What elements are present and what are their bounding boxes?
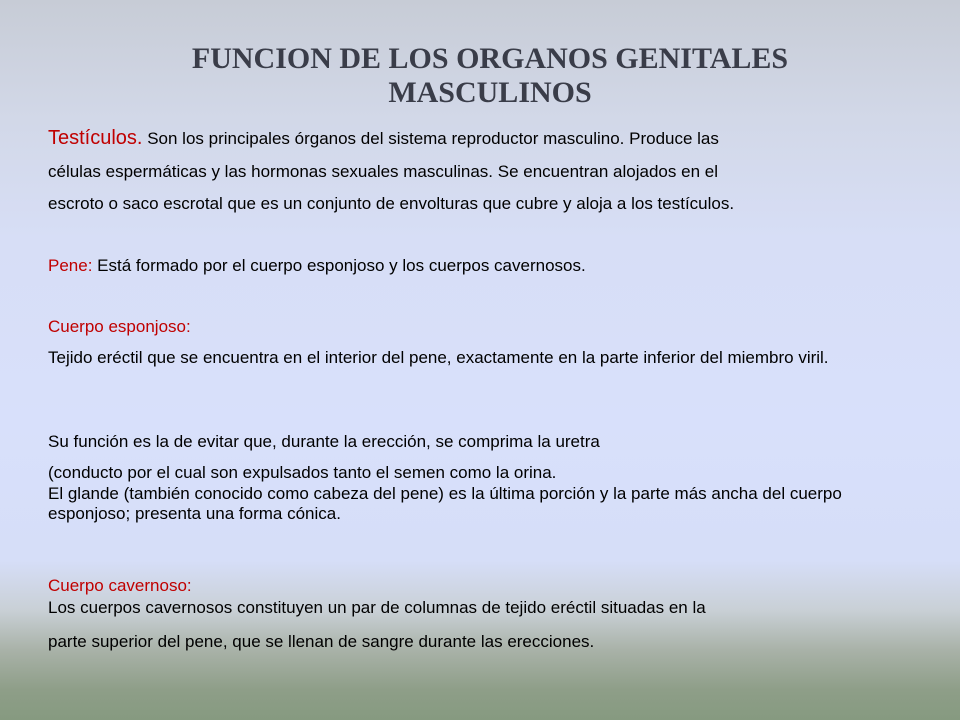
pene-text: Está formado por el cuerpo esponjoso y los cuerpos cavernosos.	[92, 256, 586, 275]
testiculos-line-3: escroto o saco escrotal que es un conjunto de envolturas que cubre y aloja a los testículos.	[48, 194, 735, 213]
testiculos-line-1	[48, 128, 928, 149]
pene-term: Pene:	[48, 256, 93, 275]
title-line-2: MASCULINOS	[388, 76, 592, 109]
cuerpo-cavernoso-line-2: parte superior del pene, que se llenan de sangre durante las erecciones.	[48, 632, 595, 651]
testiculos-line-2: células espermáticas y las hormonas sexuales masculinas. Se encuentran alojados en el	[48, 162, 718, 181]
cuerpo-cavernoso-heading: Cuerpo cavernoso:	[48, 576, 192, 595]
cuerpo-esponjoso-heading: Cuerpo esponjoso:	[48, 317, 191, 336]
title-line-1: FUNCION DE LOS ORGANOS GENITALES	[191, 42, 789, 75]
testiculos-text-1: Son los principales órganos del sistema reproductor masculino. Produce las	[142, 129, 719, 148]
esponjoso-function-line-1: Su función es la de evitar que, durante la erección, se comprima la uretra	[48, 432, 600, 451]
glande-text: El glande (también conocido como cabeza del pene) es la última porción y la parte más ancha del cuerpo esponjoso; presenta una forma cónica.	[48, 484, 842, 523]
cuerpo-esponjoso-text: Tejido eréctil que se encuentra en el interior del pene, exactamente en la parte inferior del miembro viril.	[48, 348, 829, 367]
testiculos-term: Testículos.	[48, 127, 143, 149]
slide-title	[120, 42, 860, 110]
pene-paragraph	[48, 256, 928, 276]
cuerpo-cavernoso-line-1: Los cuerpos cavernosos constituyen un par de columnas de tejido eréctil situadas en la	[48, 598, 706, 617]
esponjoso-function-line-2: (conducto por el cual son expulsados tanto el semen como la orina.	[48, 463, 557, 482]
